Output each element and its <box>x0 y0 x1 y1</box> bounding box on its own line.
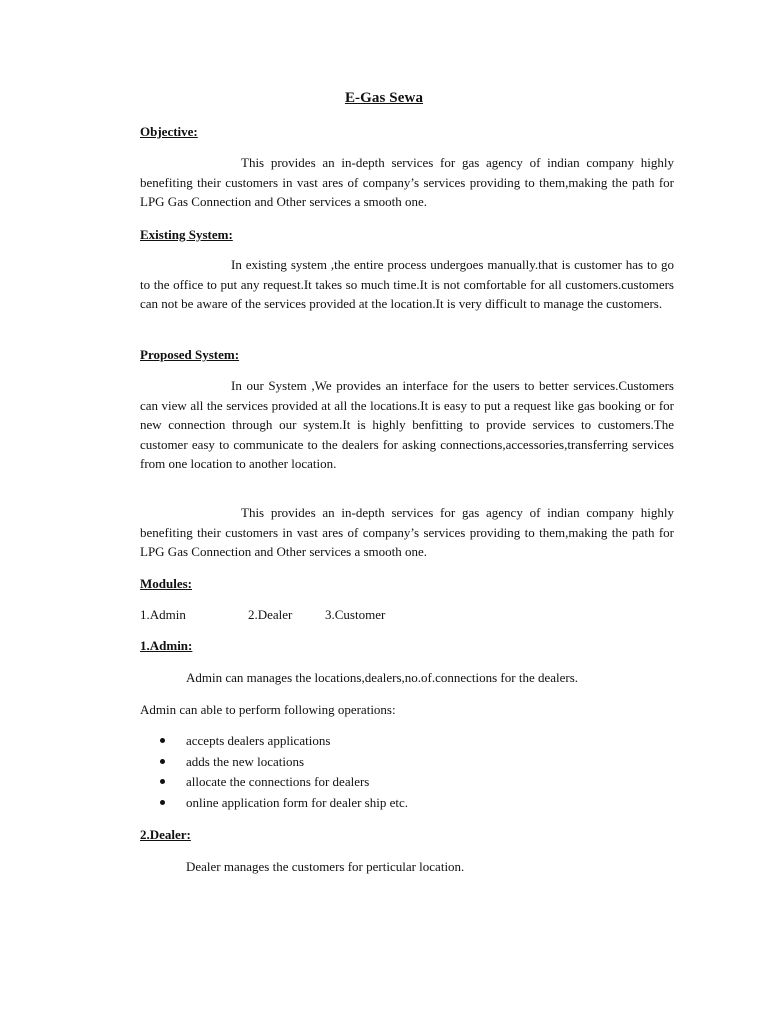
list-item <box>0 793 768 814</box>
existing-system-paragraph: In existing system ,the entire process undergoes manually.that is customer has to go to the office to put any request.It takes so much time.It is not comfortable for all customers.customers can not be aware of the services provided at the location.It is very difficult to manage the customers. <box>140 257 674 311</box>
list-item <box>0 772 768 793</box>
bullet-icon <box>160 738 165 743</box>
module-item-customer: 3.Customer <box>325 607 386 622</box>
admin-operations-list <box>0 731 768 813</box>
list-item-text: accepts dealers applications <box>186 733 331 748</box>
module-item-admin: 1.Admin <box>140 607 186 622</box>
modules-heading: Modules: <box>140 576 192 591</box>
list-item-text: adds the new locations <box>186 753 305 769</box>
admin-heading: 1.Admin: <box>140 638 193 653</box>
list-item <box>0 752 768 773</box>
list-item <box>0 731 768 752</box>
dealer-heading: 2.Dealer: <box>140 827 191 842</box>
objective-paragraph: This provides an in-depth services for gas agency of indian company highly benefiting their customers in vast ares of company’s services providing to them,making the path for LPG Gas Connection and Other services a smooth one. <box>140 155 674 209</box>
list-item-text: allocate the connections for dealers <box>186 774 370 789</box>
admin-operations-intro: Admin can able to perform following operations: <box>140 702 396 717</box>
existing-system-heading: Existing System: <box>140 227 233 242</box>
dealer-description: Dealer manages the customers for perticular location. <box>186 859 465 874</box>
bullet-icon <box>160 779 165 784</box>
bullet-icon <box>160 759 165 764</box>
proposed-system-paragraph: In our System ,We provides an interface for the users to better services.Customers can view all the services provided at all the locations.It is easy to put a request like gas booking or for new connection through our system.It is highly benfitting to provide services to customers.The customer easy to communicate to the dealers for asking connections,accessories,transferring services from one location to another location. <box>140 378 674 471</box>
bullet-icon <box>160 800 165 805</box>
proposed-system-paragraph-2: This provides an in-depth services for gas agency of indian company highly benefiting their customers in vast ares of company’s services providing to them,making the path for LPG Gas Connection and Other services a smooth one. <box>140 505 674 559</box>
objective-heading: Objective: <box>140 124 198 139</box>
list-item-text: online application form for dealer ship etc. <box>186 794 409 810</box>
proposed-system-heading: Proposed System: <box>140 347 240 362</box>
admin-description: Admin can manages the locations,dealers,no.of.connections for the dealers. <box>186 670 579 685</box>
document-title: E-Gas Sewa <box>344 90 424 106</box>
module-item-dealer: 2.Dealer <box>248 607 293 622</box>
